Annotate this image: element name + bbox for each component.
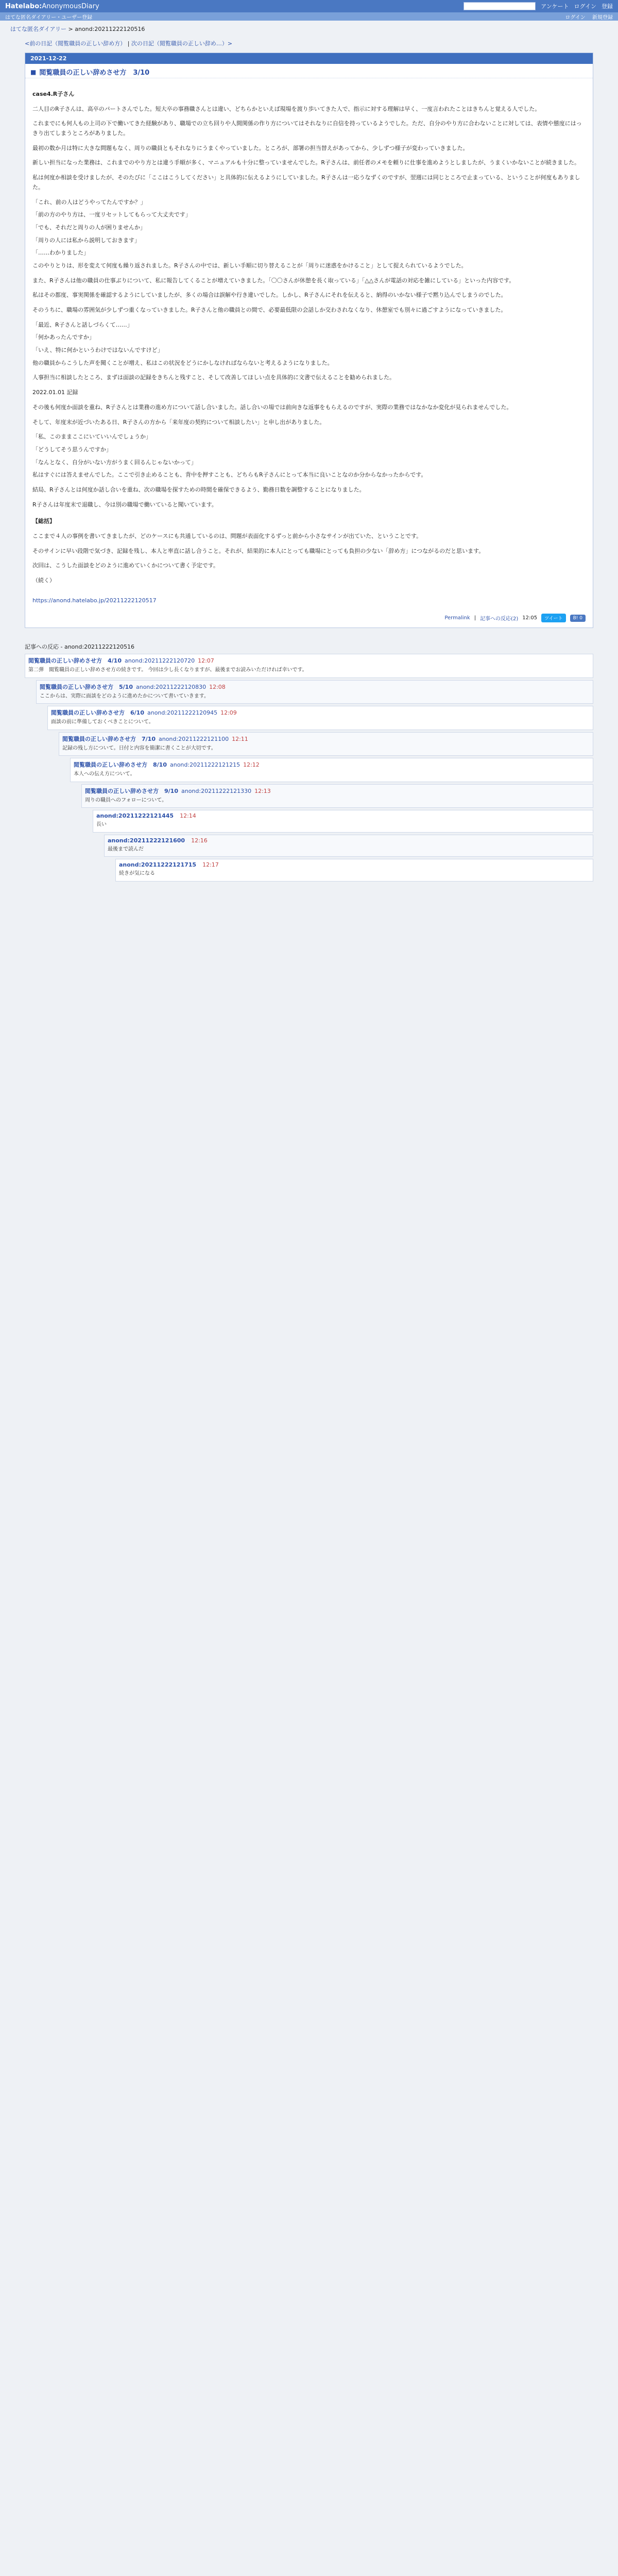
body-paragraph: 結局、R子さんとは何度か話し合いを重ね、次の職場を探すための時間を確保できるよう、勤務日数を調整することになりました。 [32,486,365,493]
body-paragraph: 私はすぐには答えませんでした。ここで引き止めることも、背中を押すことも、どちらもR子さんにとって本当に良いことなのか分からなかったからです。 [32,471,427,479]
trackback-user[interactable]: anond:20211222120720 [124,657,195,665]
dialogue-line: 「なんとなく、自分がいない方がうまく回るんじゃないかって」 [32,459,197,466]
trackback-excerpt: 長い [96,822,107,828]
trackback-user[interactable]: anond:20211222121100 [158,735,229,742]
trackback-title-row [51,708,590,717]
bookmark-button[interactable]: B! 0 [570,615,586,622]
sub-bar-left[interactable]: はてな匿名ダイアリー・ユーザー登録 [5,14,93,21]
trackback-item [93,810,593,833]
trackback-title-link[interactable]: 閲覧職員の正しい辞めさせ方 8/10 [74,761,167,769]
trackback-title-row [74,760,590,769]
trackback-excerpt: 本人への伝え方について。 [74,771,135,777]
trackback-user[interactable]: anond:20211222120830 [135,683,207,690]
prev-entry-link[interactable]: <前の日記（閲覧職員の正しい辞め方） [25,40,126,47]
trackback-excerpt: 周りの職員へのフォローについて。 [85,797,167,803]
dialogue-line: 「最近、R子さんと話しづらくて……」 [32,321,133,328]
trackback-title-link[interactable]: anond:20211222121600 [108,837,185,844]
breadcrumb-current: anond:20211222120516 [75,26,145,32]
diary-entry [25,53,593,628]
continued-link[interactable]: https://anond.hatelabo.jp/20211222120517 [32,597,157,604]
section-heading: 【総括】 [32,518,55,525]
trackback-item [115,859,593,882]
trackback-user[interactable]: anond:20211222121215 [169,761,241,769]
trackback-time: 12:16 [191,837,208,844]
entry-time: 12:05 [522,615,538,621]
body-paragraph: そして、年度末が近づいたある日、R子さんの方から「来年度の契約について相談したい」と申し出がありました。 [32,418,325,426]
trackback-excerpt: 続きが気になる [119,871,155,877]
body-paragraph: 私はその都度、事実関係を確認するようにしていましたが、多くの場合は誤解や行き違いでした。しかし、R子さんにそれを伝えると、納得のいかない様子で黙り込んでしまうのでした。 [32,292,507,299]
body-paragraph: 次回は、こうした面談をどのように進めていくかについて書く予定です。 [32,562,219,569]
top-nav [464,2,613,10]
trackback-title-row [96,812,590,819]
dialogue-line: 「どうしてそう思うんですか」 [32,446,112,453]
entry-nav [0,36,618,50]
continued-wrap [25,596,593,611]
trackback-excerpt: 面談の前に準備しておくべきことについて。 [51,719,154,725]
dialogue-line: 「いえ、特に何かというわけではないんですけど」 [32,347,163,354]
trackback-excerpt: ここからは、実際に面談をどのように進めたかについて書いていきます。 [40,693,209,699]
body-paragraph: ここまで４人の事例を書いてきましたが、どのケースにも共通しているのは、問題が表面化するずっと前から小さなサインが出ていた、ということです。 [32,533,422,539]
trackback-user[interactable]: anond:20211222120945 [147,709,218,717]
trackback-tree [25,654,593,882]
dialogue-line: 「前の方のやり方は、一度リセットしてもらって大丈夫です」 [32,211,191,218]
dialogue-line: 「これ、前の人はどうやってたんですか？」 [32,198,146,206]
trackback-time: 12:09 [220,709,237,717]
trackback-item [25,654,593,678]
body-paragraph: 新しい担当になった業務は、これまでのやり方とは違う手順が多く、マニュアルも十分に整っていませんでした。R子さんは、前任者のメモを頼りに仕事を進めようとしましたが、うまくいかないことが続きました。 [32,159,580,166]
trackback-title-link[interactable]: anond:20211222121445 [96,812,174,820]
trackback-children [81,784,593,882]
trackback-item [47,706,593,730]
subbar-register[interactable]: 新規登録 [592,14,613,21]
permalink-link[interactable]: Permalink [444,615,470,621]
entry-title[interactable]: 閲覧職員の正しい辞めさせ方 3/10 [39,69,150,77]
trackback-time: 12:13 [254,787,271,794]
trackback-title-row [85,787,590,795]
comments-link[interactable]: 記事への反応(2) [480,616,519,622]
trackback-title-row [108,837,590,844]
breadcrumb-home[interactable]: はてな匿名ダイアリー [10,26,67,32]
trackback-excerpt: 最後まで読んだ [108,846,144,852]
body-paragraph: 二人目のR子さんは、高卒のパートさんでした。短大卒の事務職さんとは違い、どちらかといえば現場を渡り歩いてきた人で、指示に対する理解は早く、一度言われたことはきちんと覚える人でした。 [32,105,541,112]
trackback-item [70,758,593,782]
nav-divider: | [127,40,131,47]
trackback-title-link[interactable]: 閲覧職員の正しい辞めさせ方 9/10 [85,787,178,794]
trackback-children [36,680,593,882]
trackback-children [70,758,593,882]
trackback-title-link[interactable]: 閲覧職員の正しい辞めさせ方 6/10 [51,709,144,717]
trackback-title-row [28,656,590,665]
brand-separator: : [39,2,42,10]
trackback-title-link[interactable]: anond:20211222121715 [119,861,197,869]
trackback-item [104,835,593,857]
top-bar [0,0,618,12]
body-paragraph: また、R子さんは他の職員の仕事ぶりについて、私に報告してくることが増えていきました。「〇〇さんが休憩を長く取っている」「△△さんが電話の対応を雑にしている」といった内容です。 [32,277,515,284]
footer-right [444,614,586,622]
body-paragraph: 最初の数か月は特に大きな問題もなく、周りの職員ともそれなりにうまくやっていました。ところが、部署の担当替えがあってから、少しずつ様子が変わっていきました。 [32,144,469,151]
trackback-user[interactable]: anond:20211222121330 [181,787,252,794]
sub-bar-right [560,13,613,21]
title-mark-icon: ■ [30,68,37,76]
nav-register[interactable]: 登録 [602,3,613,10]
body-paragraph: （続く） [32,577,55,584]
trackback-time: 12:07 [198,657,214,665]
trackback-excerpt: 第二弾 閲覧職員の正しい辞めさせ方の続きです。 今回は少し長くなりますが、最後までお読みいただければ幸いです。 [28,667,307,673]
trackback-children [59,732,593,882]
breadcrumb-sep: > [68,26,73,32]
trackback-time: 12:08 [209,683,226,690]
entry-body [25,78,593,596]
body-paragraph: その後も何度か面談を重ね、R子さんとは業務の進め方について話し合いました。話し合いの場では前向きな返事をもらえるのですが、実際の業務ではなかなか変化が見られませんでした。 [32,403,512,411]
trackback-children [93,810,593,882]
dialogue-line: 「……わかりました」 [32,249,89,257]
trackback-time: 12:11 [232,735,248,742]
entry-title-row [25,64,593,78]
body-paragraph: 他の職員からこうした声を聞くことが増え、私はこの状況をどうにかしなければならないと考えるようになりました。 [32,359,333,366]
dialogue-line: 「何かあったんですか」 [32,334,95,341]
trackback-children [115,859,593,882]
sub-bar [0,12,618,21]
body-paragraph: 私は何度か相談を受けましたが、そのたびに「ここはこうしてください」と具体的に伝えるようにしていました。R子さんは一応うなずくのですが、翌週には同じところで止まっている、ということが何度もありました。 [32,174,580,191]
trackback-item [36,680,593,704]
trackback-title-row [62,735,590,743]
brand-sub[interactable]: AnonymousDiary [42,2,99,10]
body-paragraph: このやりとりは、形を変えて何度も繰り返されました。R子さんの中では、新しい手順に切り替えることが「周りに迷惑をかけること」として捉えられているようでした。 [32,262,467,269]
trackback-title-row [40,683,590,691]
trackback-title-link[interactable]: 閲覧職員の正しい辞めさせ方 7/10 [62,735,156,742]
nav-login[interactable]: ログイン [574,3,596,10]
breadcrumb [0,21,618,36]
trackbacks-section [25,642,593,882]
body-paragraph: そのうちに、職場の雰囲気が少しずつ重くなっていきました。R子さんと他の職員との間で、必要最低限の会話しか交わされなくなり、休憩室でも別々に過ごすようになっていきました。 [32,307,507,313]
entry-footer [25,611,593,628]
tweet-button[interactable]: ツイート [541,614,566,622]
trackback-title-link[interactable]: 閲覧職員の正しい辞めさせ方 5/10 [40,683,133,690]
next-entry-link[interactable]: 次の日記（閲覧職員の正しい辞め…）> [131,40,233,47]
trackback-children [104,835,593,882]
dialogue-line: 「私、このままここにいていいんでしょうか」 [32,433,151,440]
trackback-title-link[interactable]: 閲覧職員の正しい辞めさせ方 4/10 [28,657,122,665]
dialogue-line: 「でも、それだと周りの人が困りませんか」 [32,224,146,231]
dialogue-line: 「周りの人には私から説明しておきます」 [32,236,140,244]
body-paragraph: R子さんは年度末で退職し、今は別の職場で働いていると聞いています。 [32,501,217,508]
trackback-time: 12:14 [180,812,196,820]
section-heading: case4.R子さん [32,91,75,97]
site-brand[interactable] [5,3,99,10]
nav-survey[interactable]: アンケート [541,3,569,10]
entry-date: 2021-12-22 [25,53,593,64]
trackback-title-row [119,861,590,868]
body-paragraph: そのサインに早い段階で気づき、記録を残し、本人と率直に話し合うこと。それが、結果的に本人にとっても職場にとっても負担の少ない「辞め方」につながるのだと思います。 [32,547,485,554]
trackback-children [47,706,593,882]
trackback-time: 12:12 [243,761,260,769]
trackback-excerpt: 記録の残し方について。日付と内容を簡潔に書くことが大切です。 [62,745,216,751]
body-paragraph: これまでにも何人もの上司の下で働いてきた経験があり、職場での立ち回りや人間関係の作り方についてはそれなりに自信を持っているようでした。ただ、自分のやり方に合わないことに対しては、表情や態度にはっきり出てしまうところがありました。 [32,120,582,137]
trackback-item [59,732,593,756]
search-input[interactable] [464,2,536,10]
divider: | [474,615,476,621]
body-paragraph: 2022.01.01 記録 [32,389,78,396]
body-paragraph: 人事担当に相談したところ、まずは面談の記録をきちんと残すこと、そして改善してほしい点を具体的に文書で伝えることを勧められました。 [32,374,395,381]
trackbacks-heading: 記事への反応 - anond:20211222120516 [25,643,135,651]
trackback-time: 12:17 [202,861,219,869]
trackback-item [81,784,593,808]
brand-name[interactable]: Hatelabo [5,2,40,10]
subbar-login[interactable]: ログイン [565,14,586,21]
